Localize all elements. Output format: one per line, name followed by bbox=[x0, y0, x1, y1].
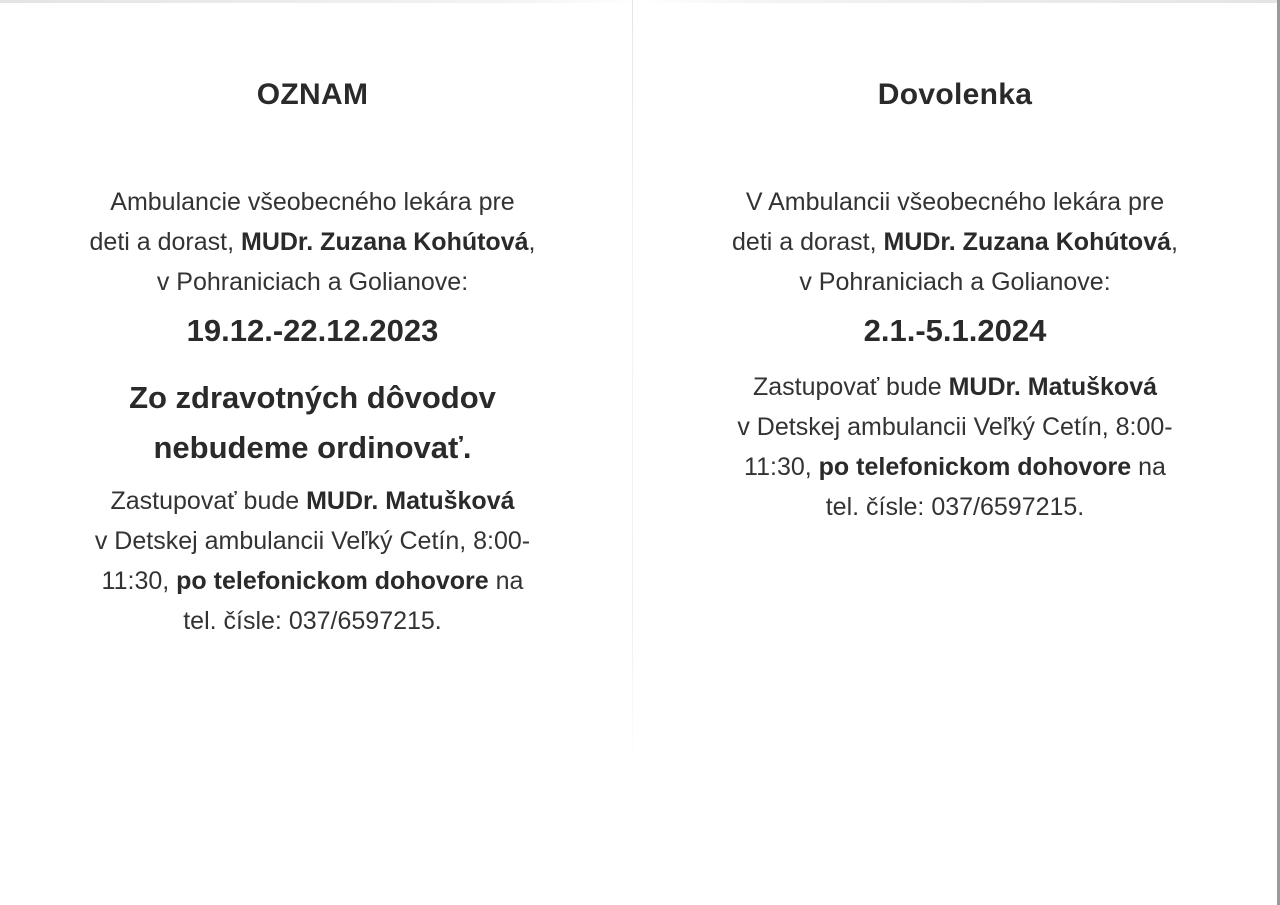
substitute-doctor: MUDr. Matušková bbox=[948, 373, 1157, 401]
intro-line: v Pohraniciach a Golianove: bbox=[799, 268, 1111, 296]
intro-line: Ambulancie všeobecného lekára pre bbox=[110, 188, 515, 216]
reason-line: Zo zdravotných dôvodov bbox=[129, 380, 496, 415]
phone-line: tel. čísle: 037/6597215. bbox=[825, 493, 1085, 521]
intro-line bbox=[40, 222, 585, 262]
notice-title: Dovolenka bbox=[877, 78, 1033, 111]
intro-text: , bbox=[528, 228, 536, 256]
vacation-dates: 2.1.-5.1.2024 bbox=[863, 313, 1047, 348]
substitute-doctor: MUDr. Matušková bbox=[306, 487, 515, 515]
substitute-text: 11:30, bbox=[744, 453, 819, 481]
substitute-line bbox=[680, 447, 1230, 487]
notice-title: OZNAM bbox=[256, 78, 369, 111]
substitute-text: na bbox=[488, 567, 524, 595]
appointment-note: po telefonickom dohovore bbox=[818, 453, 1132, 481]
intro-text: , bbox=[1171, 228, 1178, 256]
substitute-line: v Detskej ambulancii Veľký Cetín, 8:00- bbox=[94, 527, 531, 555]
doctor-name: MUDr. Zuzana Kohútová bbox=[883, 228, 1172, 256]
appointment-note: po telefonickom dohovore bbox=[176, 567, 489, 595]
substitute-line bbox=[680, 367, 1230, 407]
doctor-name: MUDr. Zuzana Kohútová bbox=[241, 228, 529, 256]
substitute-text: Zastupovať bude bbox=[110, 487, 307, 515]
substitute-text: 11:30, bbox=[101, 567, 177, 595]
intro-line: v Pohraniciach a Golianove: bbox=[156, 268, 469, 296]
intro-line: V Ambulancii všeobecného lekára pre bbox=[745, 188, 1165, 216]
page-fold-line bbox=[632, 0, 633, 770]
intro-text: deti a dorast, bbox=[732, 228, 884, 256]
intro-line bbox=[680, 222, 1230, 262]
intro-text: deti a dorast, bbox=[89, 228, 241, 256]
substitute-text: Zastupovať bude bbox=[752, 373, 949, 401]
substitute-info bbox=[680, 367, 1230, 527]
closure-dates: 19.12.-22.12.2023 bbox=[186, 313, 439, 348]
substitute-line: v Detskej ambulancii Veľký Cetín, 8:00- bbox=[737, 413, 1173, 441]
substitute-line bbox=[40, 561, 585, 601]
substitute-info bbox=[40, 481, 585, 641]
scan-edge-top bbox=[0, 0, 1280, 3]
substitute-text: na bbox=[1131, 453, 1166, 481]
reason-line: nebudeme ordinovať. bbox=[153, 430, 472, 465]
phone-line: tel. čísle: 037/6597215. bbox=[183, 607, 442, 635]
notice-intro bbox=[680, 182, 1230, 302]
notice-intro bbox=[40, 182, 585, 302]
closure-reason bbox=[40, 373, 585, 473]
substitute-line bbox=[40, 481, 585, 521]
